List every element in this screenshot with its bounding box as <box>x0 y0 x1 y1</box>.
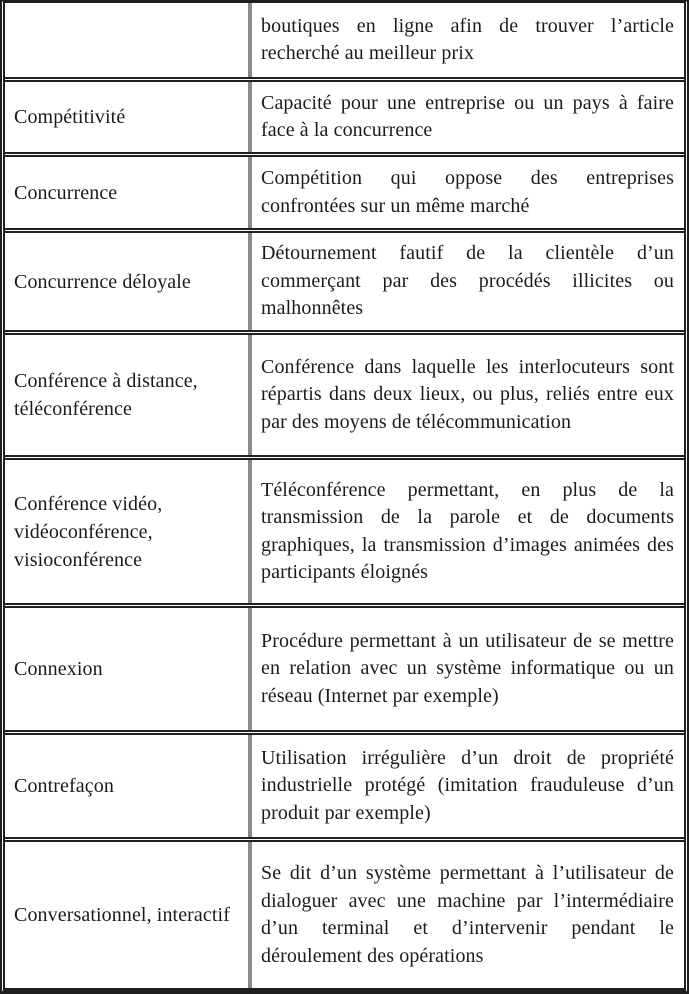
table-row <box>5 460 684 608</box>
definition-text: Téléconférence permettant, en plus de la transmission de la parole et de documents graphiques, la transmission d’images animées des participants éloignés <box>261 478 674 583</box>
definition-cell <box>252 608 684 730</box>
term-text: Connexion <box>14 658 103 680</box>
definition-text: Compétition qui oppose des entreprises confrontées sur un même marché <box>261 167 674 217</box>
table-row <box>5 157 684 233</box>
definition-cell <box>252 460 684 603</box>
definition-cell <box>252 842 684 988</box>
definition-cell <box>252 735 684 837</box>
term-cell <box>5 608 252 730</box>
table-row <box>5 82 684 157</box>
definition-text: Conférence dans laquelle les interlocuteurs sont répartis dans deux lieux, ou plus, reliés entre eux par des moyens de télécommunication <box>261 355 674 433</box>
term-text: Conférence à distance, téléconférence <box>14 370 198 420</box>
definition-cell <box>252 82 684 152</box>
term-cell <box>5 460 252 603</box>
term-cell <box>5 3 252 77</box>
term-cell <box>5 82 252 152</box>
definition-text: Utilisation irrégulière d’un droit de propriété industrielle protégé (imitation frauduleuse d’un produit par exemple) <box>261 746 674 824</box>
term-text: Conversationnel, interactif <box>14 904 230 926</box>
term-text: Contrefaçon <box>14 775 114 797</box>
term-cell <box>5 335 252 455</box>
definition-cell <box>252 157 684 228</box>
table-row <box>5 735 684 842</box>
definition-cell <box>252 3 684 77</box>
term-cell <box>5 842 252 988</box>
table-row <box>5 608 684 735</box>
definition-text: boutiques en ligne afin de trouver l’article recherché au meilleur prix <box>261 14 674 64</box>
term-text: Concurrence déloyale <box>14 270 191 293</box>
table-row <box>5 233 684 335</box>
term-cell <box>5 157 252 228</box>
term-cell <box>5 233 252 330</box>
definition-text: Détournement fautif de la clientèle d’un commerçant par des procédés illicites ou malhonnêtes <box>261 242 674 320</box>
definition-cell <box>252 233 684 330</box>
term-text: Conférence vidéo, vidéoconférence, visioconférence <box>14 492 163 571</box>
term-cell <box>5 735 252 837</box>
term-text: Concurrence <box>14 181 118 204</box>
definition-text: Capacité pour une entreprise ou un pays à faire face à la concurrence <box>261 91 674 141</box>
table-row <box>5 842 684 988</box>
definition-text: Se dit d’un système permettant à l’utilisateur de dialoguer avec une machine par l’intermédiaire d’un terminal et d’intervenir pendant le déroulement des opérations <box>261 862 674 967</box>
term-text: Compétitivité <box>14 106 126 128</box>
definition-text: Procédure permettant à un utilisateur de se mettre en relation avec un système informatique ou un réseau (Internet par exemple) <box>261 629 674 707</box>
table-row <box>5 3 684 82</box>
table-row <box>5 335 684 460</box>
definition-cell <box>252 335 684 455</box>
